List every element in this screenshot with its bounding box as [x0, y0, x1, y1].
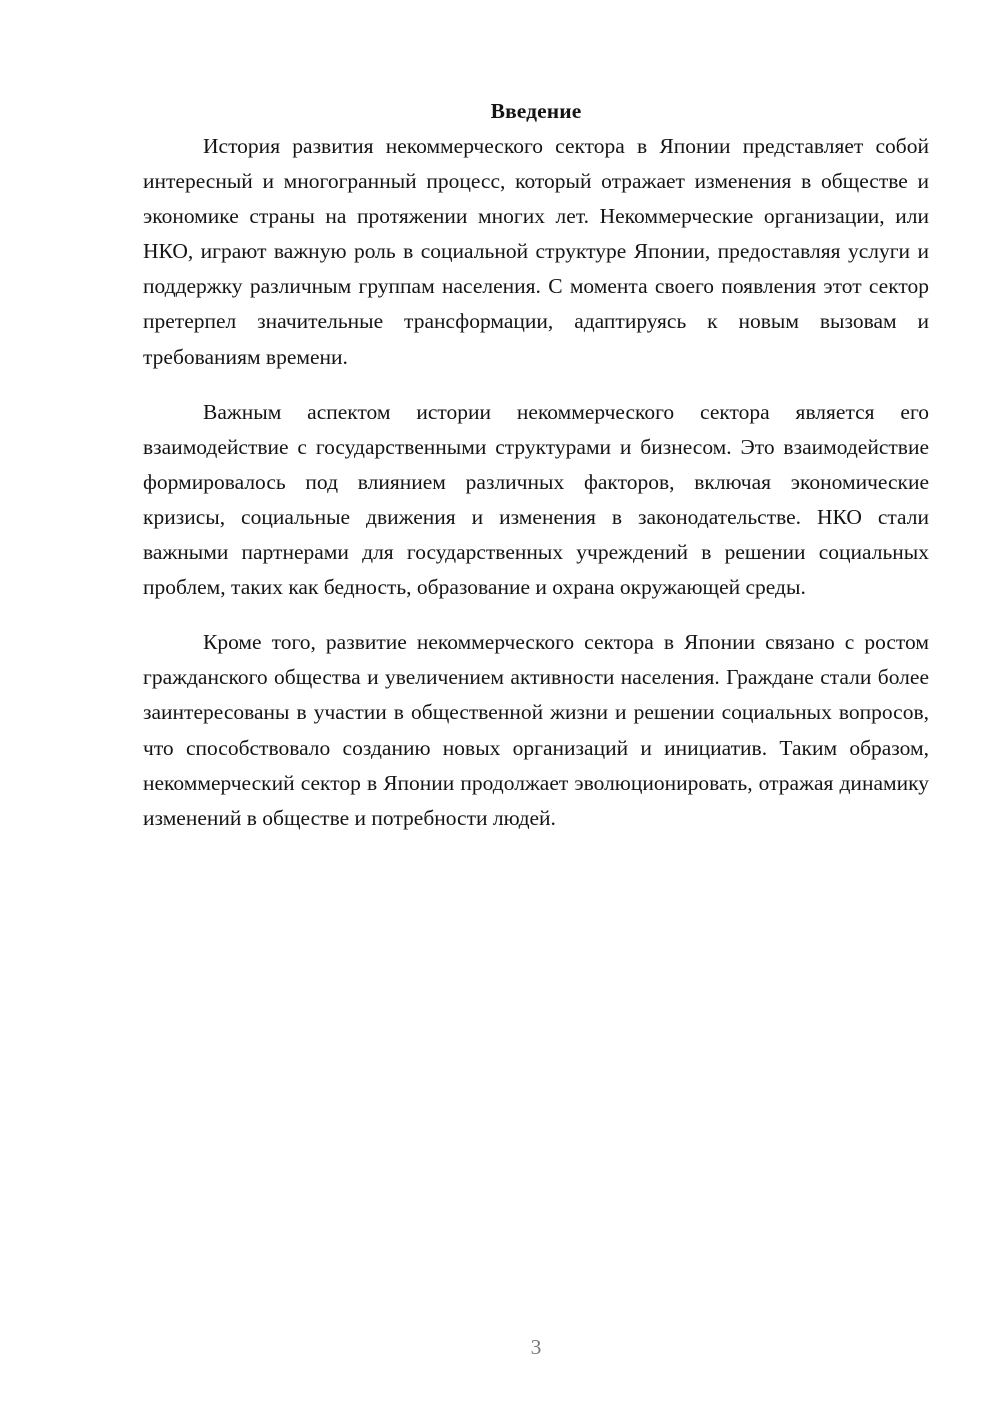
paragraph-3: Кроме того, развитие некоммерческого сектора в Японии связано с ростом гражданского общества и увеличением активности населения. Граждане стали более заинтересованы в участии в общественной жизни и решении социальных вопросов, что способствовало созданию новых организаций и инициатив. Таким образом, некоммерческий сектор в Японии продолжает эволюционировать, отражая динамику изменений в обществе и потребности людей.	[143, 630, 929, 830]
document-page	[143, 96, 929, 836]
paragraph-1: История развития некоммерческого сектора в Японии представляет собой интересный и многогранный процесс, который отражает изменения в обществе и экономике страны на протяжении многих лет. Некоммерческие организации, или НКО, играют важную роль в социальной структуре Японии, предоставляя услуги и поддержку различным группам населения. С момента своего появления этот сектор претерпел значительные трансформации, адаптируясь к новым вызовам и требованиям времени.	[143, 134, 929, 369]
paragraph-2: Важным аспектом истории некоммерческого сектора является его взаимодействие с государственными структурами и бизнесом. Это взаимодействие формировалось под влиянием различных факторов, включая экономические кризисы, социальные движения и изменения в законодательстве. НКО стали важными партнерами для государственных учреждений в решении социальных проблем, таких как бедность, образование и охрана окружающей среды.	[143, 399, 929, 600]
page-number: 3	[530, 1335, 542, 1359]
section-heading: Введение	[490, 99, 582, 123]
